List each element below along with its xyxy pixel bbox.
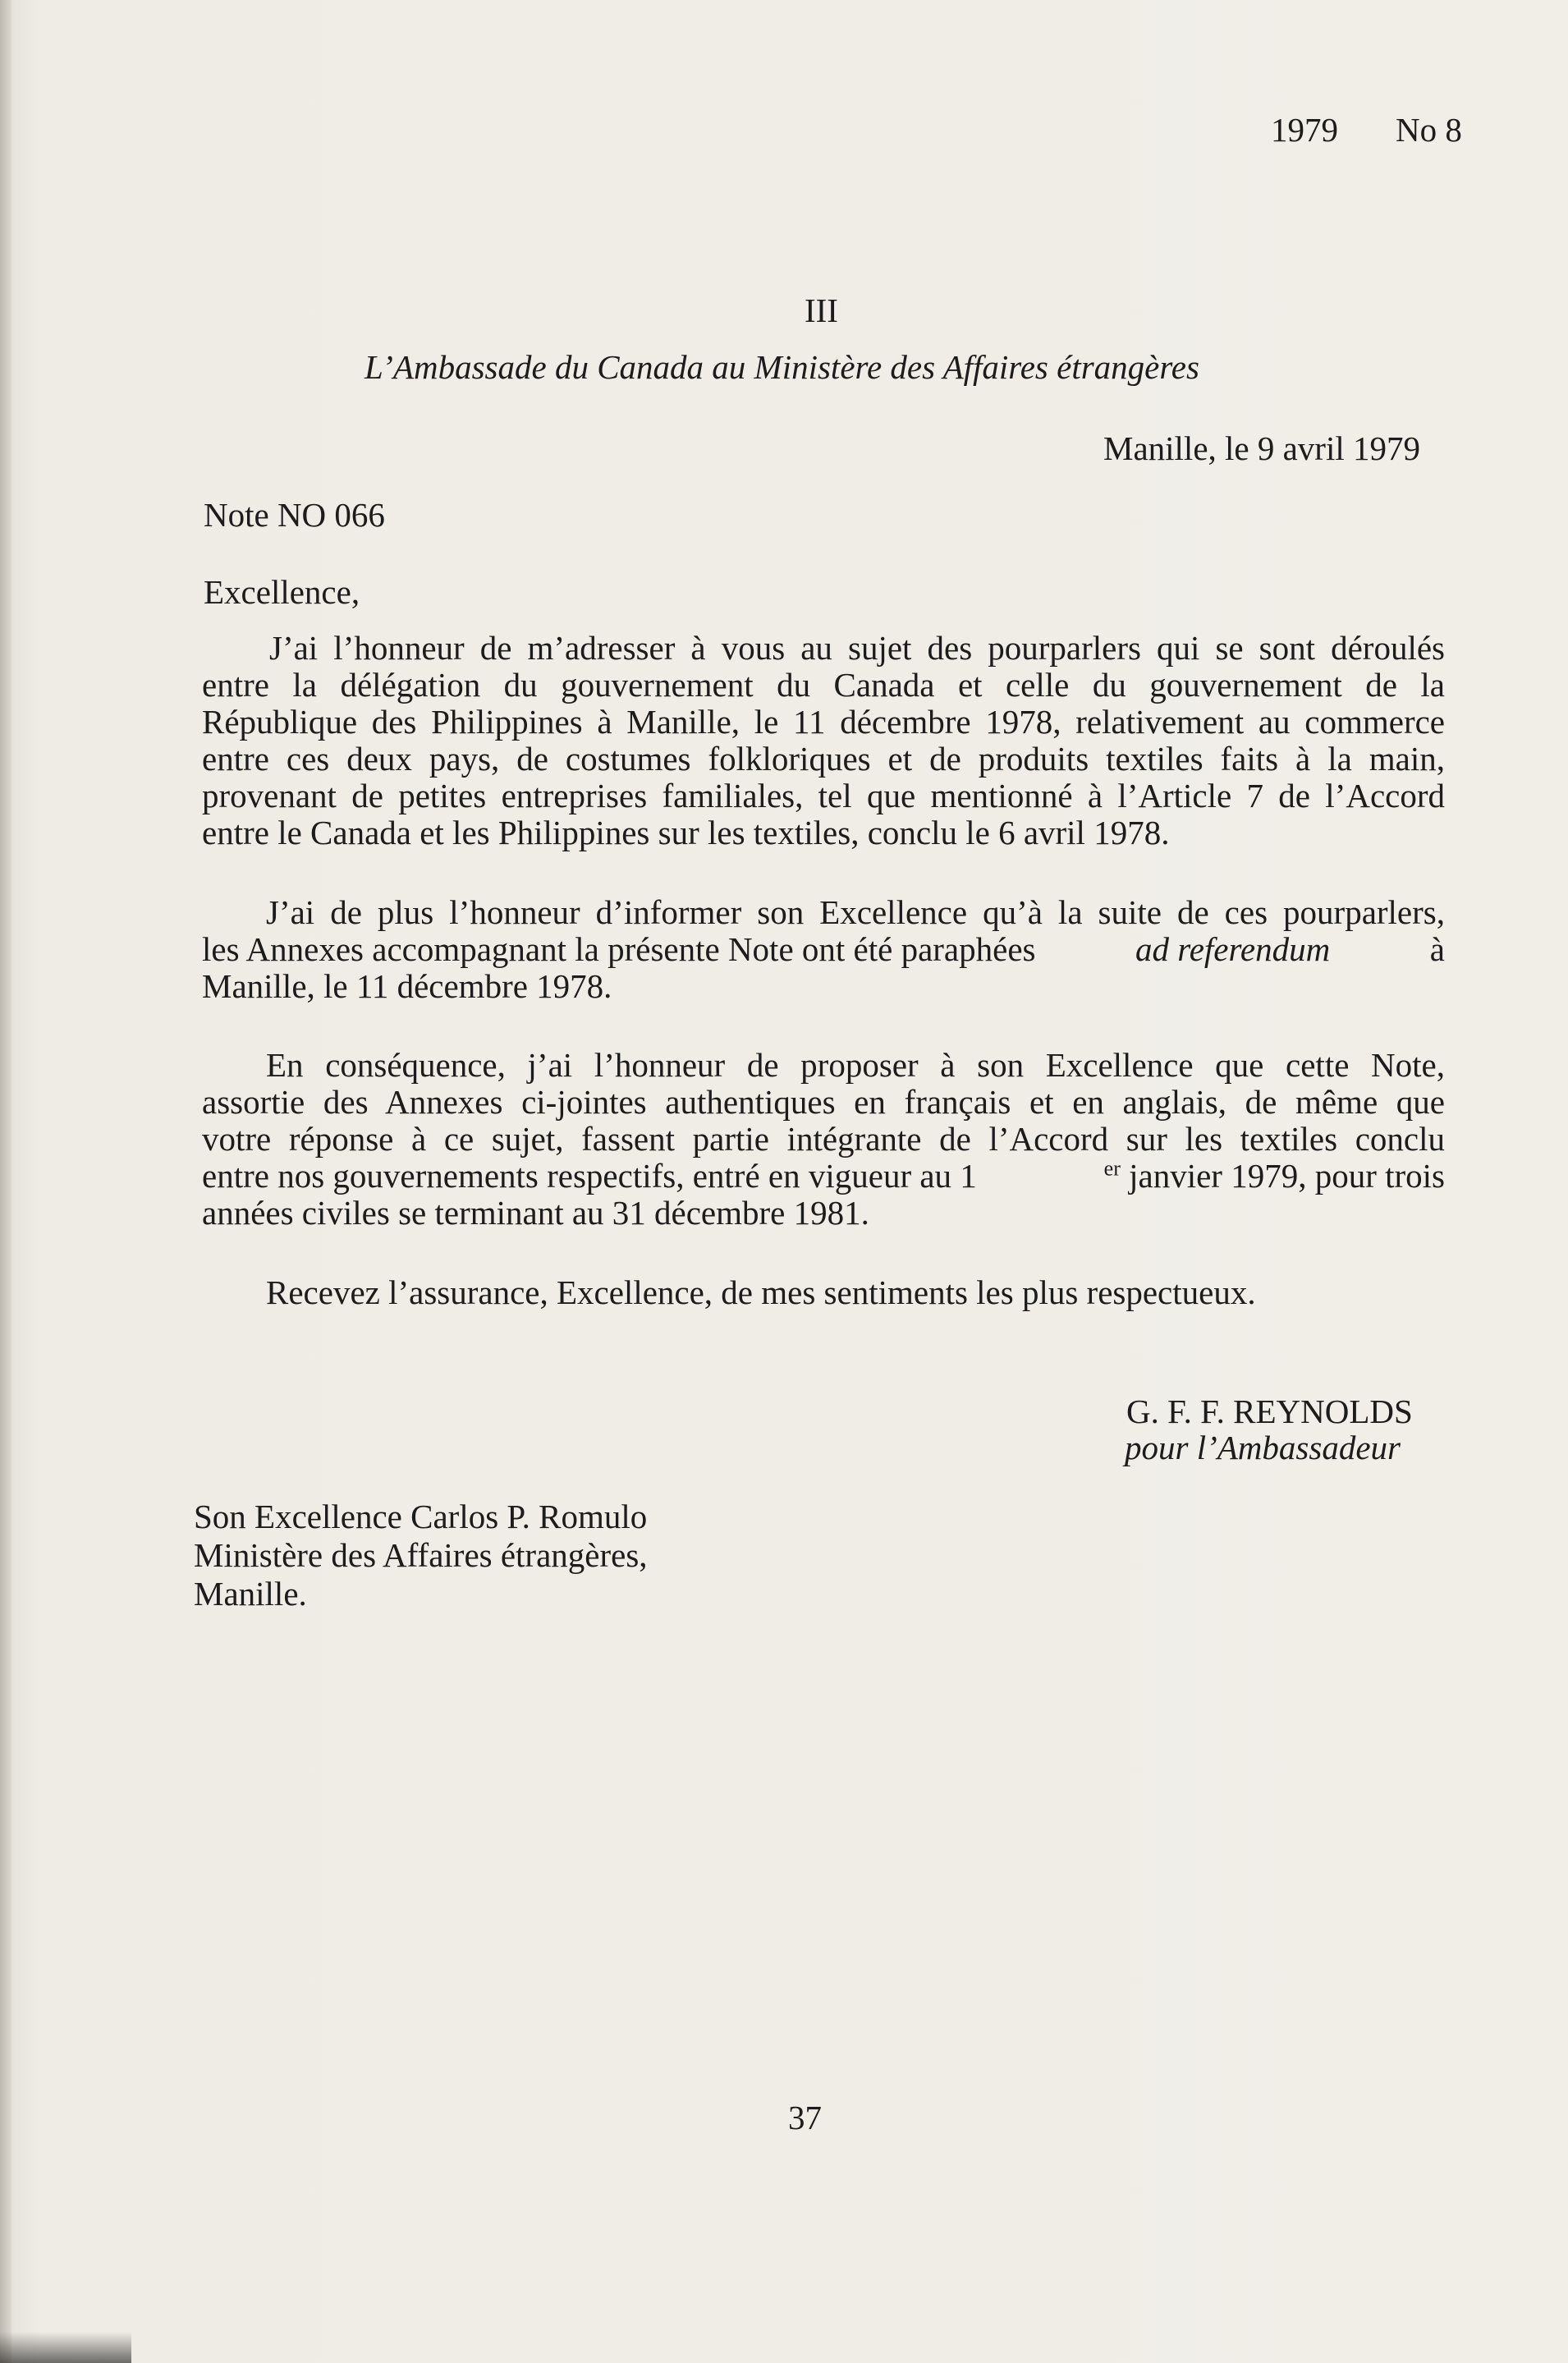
paragraph-1-line-3: République des Philippines à Manille, le 11 décembre 1978, relativement au commerce <box>202 703 1445 741</box>
ordinal-superscript: er <box>1103 1156 1121 1181</box>
ad-referendum-phrase: ad referendum <box>1135 930 1331 968</box>
paragraph-2-line-2-text: les Annexes accompagnant la présente Note ont été paraphées <box>202 930 1036 968</box>
paragraph-1-line-1: J’ai l’honneur de m’adresser à vous au sujet des pourparlers qui se sont déroulés <box>269 629 1445 667</box>
section-roman-numeral: III <box>805 291 838 329</box>
page-number: 37 <box>788 2099 822 2136</box>
paragraph-3-line-4 <box>202 1156 1445 1195</box>
paragraph-2-line-3: Manille, le 11 décembre 1978. <box>202 967 612 1005</box>
addressee-line-1: Son Excellence Carlos P. Romulo <box>194 1498 648 1535</box>
dateline: Manille, le 9 avril 1979 <box>1103 429 1420 467</box>
paragraph-3-line-4-end: janvier 1979, pour trois <box>1120 1157 1445 1195</box>
addressee-line-3: Manille. <box>194 1575 307 1613</box>
paragraph-3-line-2: assortie des Annexes ci-jointes authentiques en français et en anglais, de même que <box>202 1083 1445 1121</box>
signature-title: pour l’Ambassadeur <box>1125 1429 1401 1466</box>
paragraph-2-line-1: J’ai de plus l’honneur d’informer son Excellence qu’à la suite de ces pourparlers, <box>266 893 1445 931</box>
paragraph-1-line-4: entre ces deux pays, de costumes folkloriques et de produits textiles faits à la main, <box>202 740 1445 778</box>
binding-edge <box>0 0 11 2363</box>
paragraph-3-line-5: années civiles se terminant au 31 décembre 1981. <box>202 1194 869 1232</box>
addressee-line-2: Ministère des Affaires étrangères, <box>194 1536 648 1574</box>
header-number: No 8 <box>1396 111 1462 149</box>
paragraph-2-line-2 <box>202 929 1445 969</box>
paragraph-1-line-5: provenant de petites entreprises familiales, tel que mentionné à l’Article 7 de l’Accord <box>202 777 1445 814</box>
paragraph-3-line-3: votre réponse à ce sujet, fassent partie intégrante de l’Accord sur les textiles conclu <box>202 1120 1445 1158</box>
paragraph-1-line-2: entre la délégation du gouvernement du Canada et celle du gouvernement de la <box>202 666 1445 704</box>
paragraph-1-line-6: entre le Canada et les Philippines sur les textiles, conclu le 6 avril 1978. <box>202 814 1170 851</box>
paragraph-3-line-4-text: entre nos gouvernements respectifs, entré en vigueur au 1 <box>202 1157 977 1195</box>
page-corner-shadow <box>0 2332 131 2363</box>
header-year: 1979 <box>1271 111 1338 149</box>
note-reference: Note NO 066 <box>204 496 385 534</box>
paragraph-2-line-2-end: à <box>1429 930 1445 968</box>
paragraph-3-line-1: En conséquence, j’ai l’honneur de proposer à son Excellence que cette Note, <box>266 1046 1445 1084</box>
letter-heading: L’Ambassade du Canada au Ministère des Affaires étrangères <box>364 348 1199 386</box>
salutation: Excellence, <box>204 573 360 611</box>
paragraph-3-line-4-sup-wrap <box>1104 1156 1445 1195</box>
signature-name: G. F. F. REYNOLDS <box>1126 1393 1413 1430</box>
closing-formula: Recevez l’assurance, Excellence, de mes sentiments les plus respectueux. <box>266 1273 1256 1311</box>
